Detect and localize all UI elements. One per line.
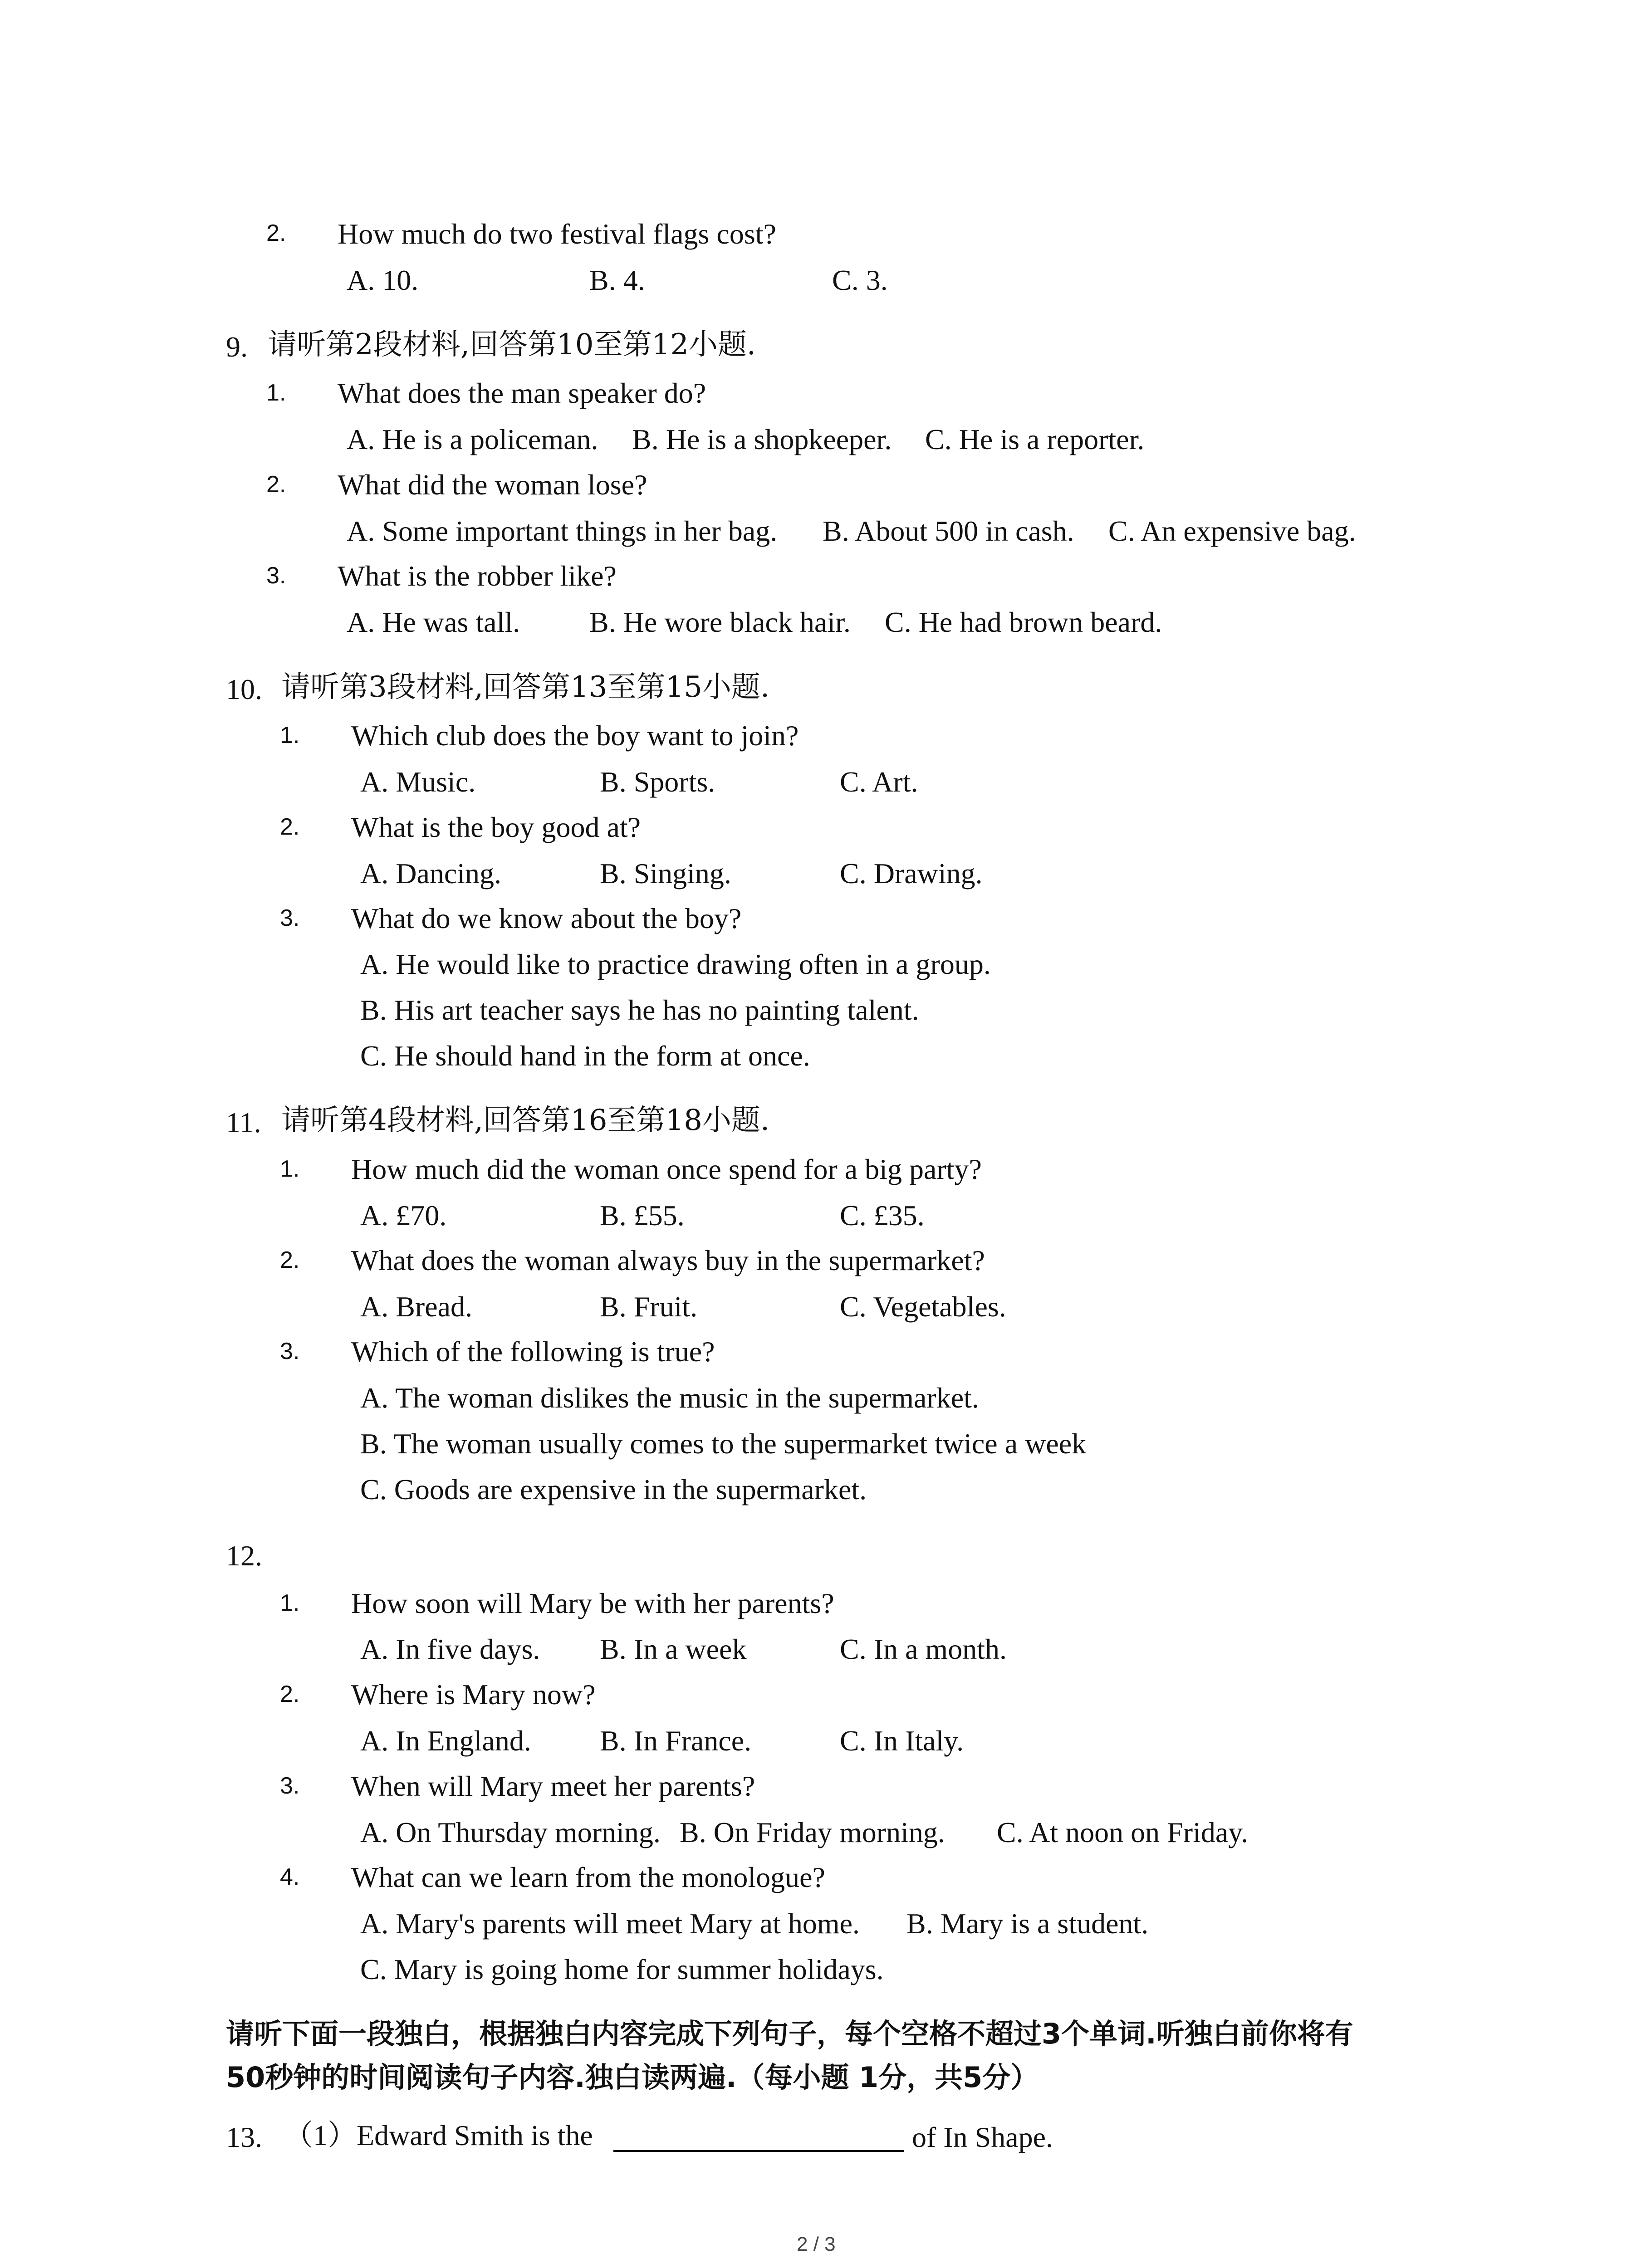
answer-blank[interactable] bbox=[613, 2150, 904, 2152]
question-text: What is the robber like? bbox=[338, 560, 617, 592]
question-number: 4. bbox=[280, 1864, 300, 1890]
section-label: 10. bbox=[226, 673, 262, 705]
option-c: C. Mary is going home for summer holidays. bbox=[360, 1953, 884, 1985]
question-number: 2. bbox=[266, 220, 286, 246]
question-number: 2. bbox=[280, 1681, 300, 1707]
option-b: B. He is a shopkeeper. bbox=[632, 423, 892, 455]
question-text: What does the man speaker do? bbox=[338, 377, 706, 409]
question-number: 3. bbox=[280, 905, 300, 931]
question-number: 1. bbox=[280, 722, 300, 748]
option-a: A. He would like to practice drawing often in a group. bbox=[360, 948, 991, 980]
option-c: C. Vegetables. bbox=[840, 1290, 1006, 1323]
question-text: Where is Mary now? bbox=[351, 1678, 596, 1711]
section-label: 11. bbox=[226, 1106, 261, 1139]
option-c: C. In Italy. bbox=[840, 1725, 964, 1757]
option-a: A. He was tall. bbox=[347, 606, 520, 638]
option-b: B. Singing. bbox=[600, 857, 731, 890]
option-c: C. At noon on Friday. bbox=[997, 1816, 1249, 1848]
instruction-line-2: 50秒钟的时间阅读句子内容.独白读两遍.（每小题 1分，共5分） bbox=[226, 2061, 1039, 2094]
option-c: C. Art. bbox=[840, 766, 918, 798]
section-heading: 请听第3段材料,回答第13至第15小题. bbox=[281, 670, 770, 704]
section-label: 9. bbox=[226, 331, 248, 363]
option-a: A. On Thursday morning. bbox=[360, 1816, 661, 1848]
question-text: Which of the following is true? bbox=[351, 1335, 715, 1368]
question-number: 3. bbox=[280, 1338, 300, 1364]
question-text: Which club does the boy want to join? bbox=[351, 719, 799, 752]
section-label: 13. bbox=[226, 2121, 262, 2153]
option-b: B. In a week bbox=[600, 1633, 747, 1665]
question-number: 3. bbox=[280, 1773, 300, 1799]
option-b: B. £55. bbox=[600, 1199, 685, 1232]
option-a: A. In five days. bbox=[360, 1633, 540, 1665]
section-heading: 请听第4段材料,回答第16至第18小题. bbox=[281, 1104, 770, 1137]
option-a: A. £70. bbox=[360, 1199, 447, 1232]
option-a: A. Dancing. bbox=[360, 857, 502, 890]
section-heading: 请听第2段材料,回答第10至第12小题. bbox=[268, 328, 756, 362]
option-c: C. £35. bbox=[840, 1199, 925, 1232]
option-c: C. He had brown beard. bbox=[885, 606, 1162, 638]
option-a: A. The woman dislikes the music in the supermarket. bbox=[360, 1382, 979, 1414]
question-number: 1. bbox=[266, 380, 286, 406]
option-a: A. In England. bbox=[360, 1725, 531, 1757]
option-b: B. On Friday morning. bbox=[680, 1816, 945, 1848]
question-number: 2. bbox=[266, 471, 286, 498]
option-b: B. In France. bbox=[600, 1725, 752, 1757]
option-b: B. His art teacher says he has no painting talent. bbox=[360, 994, 919, 1026]
question-text: What do we know about the boy? bbox=[351, 902, 742, 934]
option-c: C. He should hand in the form at once. bbox=[360, 1040, 810, 1072]
option-b: B. Sports. bbox=[600, 766, 715, 798]
question-text: What is the boy good at? bbox=[351, 811, 641, 843]
option-b: B. About 500 in cash. bbox=[823, 515, 1074, 547]
section-label: 12. bbox=[226, 1540, 262, 1572]
question-text: What did the woman lose? bbox=[338, 469, 647, 501]
option-c: C. 3. bbox=[832, 264, 888, 296]
question-number: 3. bbox=[266, 562, 286, 589]
instruction-line-1: 请听下面一段独白，根据独白内容完成下列句子，每个空格不超过3个单词.听独白前你将有 bbox=[226, 2017, 1353, 2050]
question-number: 2. bbox=[280, 814, 300, 840]
option-c: C. Drawing. bbox=[840, 857, 983, 890]
option-a: A. He is a policeman. bbox=[347, 423, 598, 455]
question-text: How much do two festival flags cost? bbox=[338, 218, 776, 250]
page-number: 2 / 3 bbox=[797, 2233, 836, 2255]
option-b: B. He wore black hair. bbox=[589, 606, 851, 638]
option-a: A. Music. bbox=[360, 766, 476, 798]
question-text: What can we learn from the monologue? bbox=[351, 1861, 825, 1893]
option-c: C. Goods are expensive in the supermarket. bbox=[360, 1473, 867, 1505]
question-text: What does the woman always buy in the supermarket? bbox=[351, 1244, 985, 1276]
question-text: How soon will Mary be with her parents? bbox=[351, 1587, 834, 1619]
question-number: 1. bbox=[280, 1590, 300, 1616]
option-b: B. 4. bbox=[589, 264, 645, 296]
question-number: 1. bbox=[280, 1156, 300, 1182]
option-a: A. 10. bbox=[347, 264, 419, 296]
fill-in-prefix: （1）Edward Smith is the bbox=[284, 2119, 593, 2151]
option-c: C. He is a reporter. bbox=[925, 423, 1145, 455]
question-text: How much did the woman once spend for a big party? bbox=[351, 1153, 982, 1185]
option-a: A. Some important things in her bag. bbox=[347, 515, 778, 547]
option-b: B. The woman usually comes to the supermarket twice a week bbox=[360, 1427, 1087, 1460]
question-text: When will Mary meet her parents? bbox=[351, 1770, 755, 1802]
option-c: C. An expensive bag. bbox=[1108, 515, 1356, 547]
option-b: B. Fruit. bbox=[600, 1290, 698, 1323]
option-b: B. Mary is a student. bbox=[906, 1907, 1149, 1940]
fill-in-suffix: of In Shape. bbox=[912, 2121, 1053, 2153]
option-c: C. In a month. bbox=[840, 1633, 1007, 1665]
option-a: A. Mary's parents will meet Mary at home. bbox=[360, 1907, 860, 1940]
option-a: A. Bread. bbox=[360, 1290, 473, 1323]
question-number: 2. bbox=[280, 1247, 300, 1273]
